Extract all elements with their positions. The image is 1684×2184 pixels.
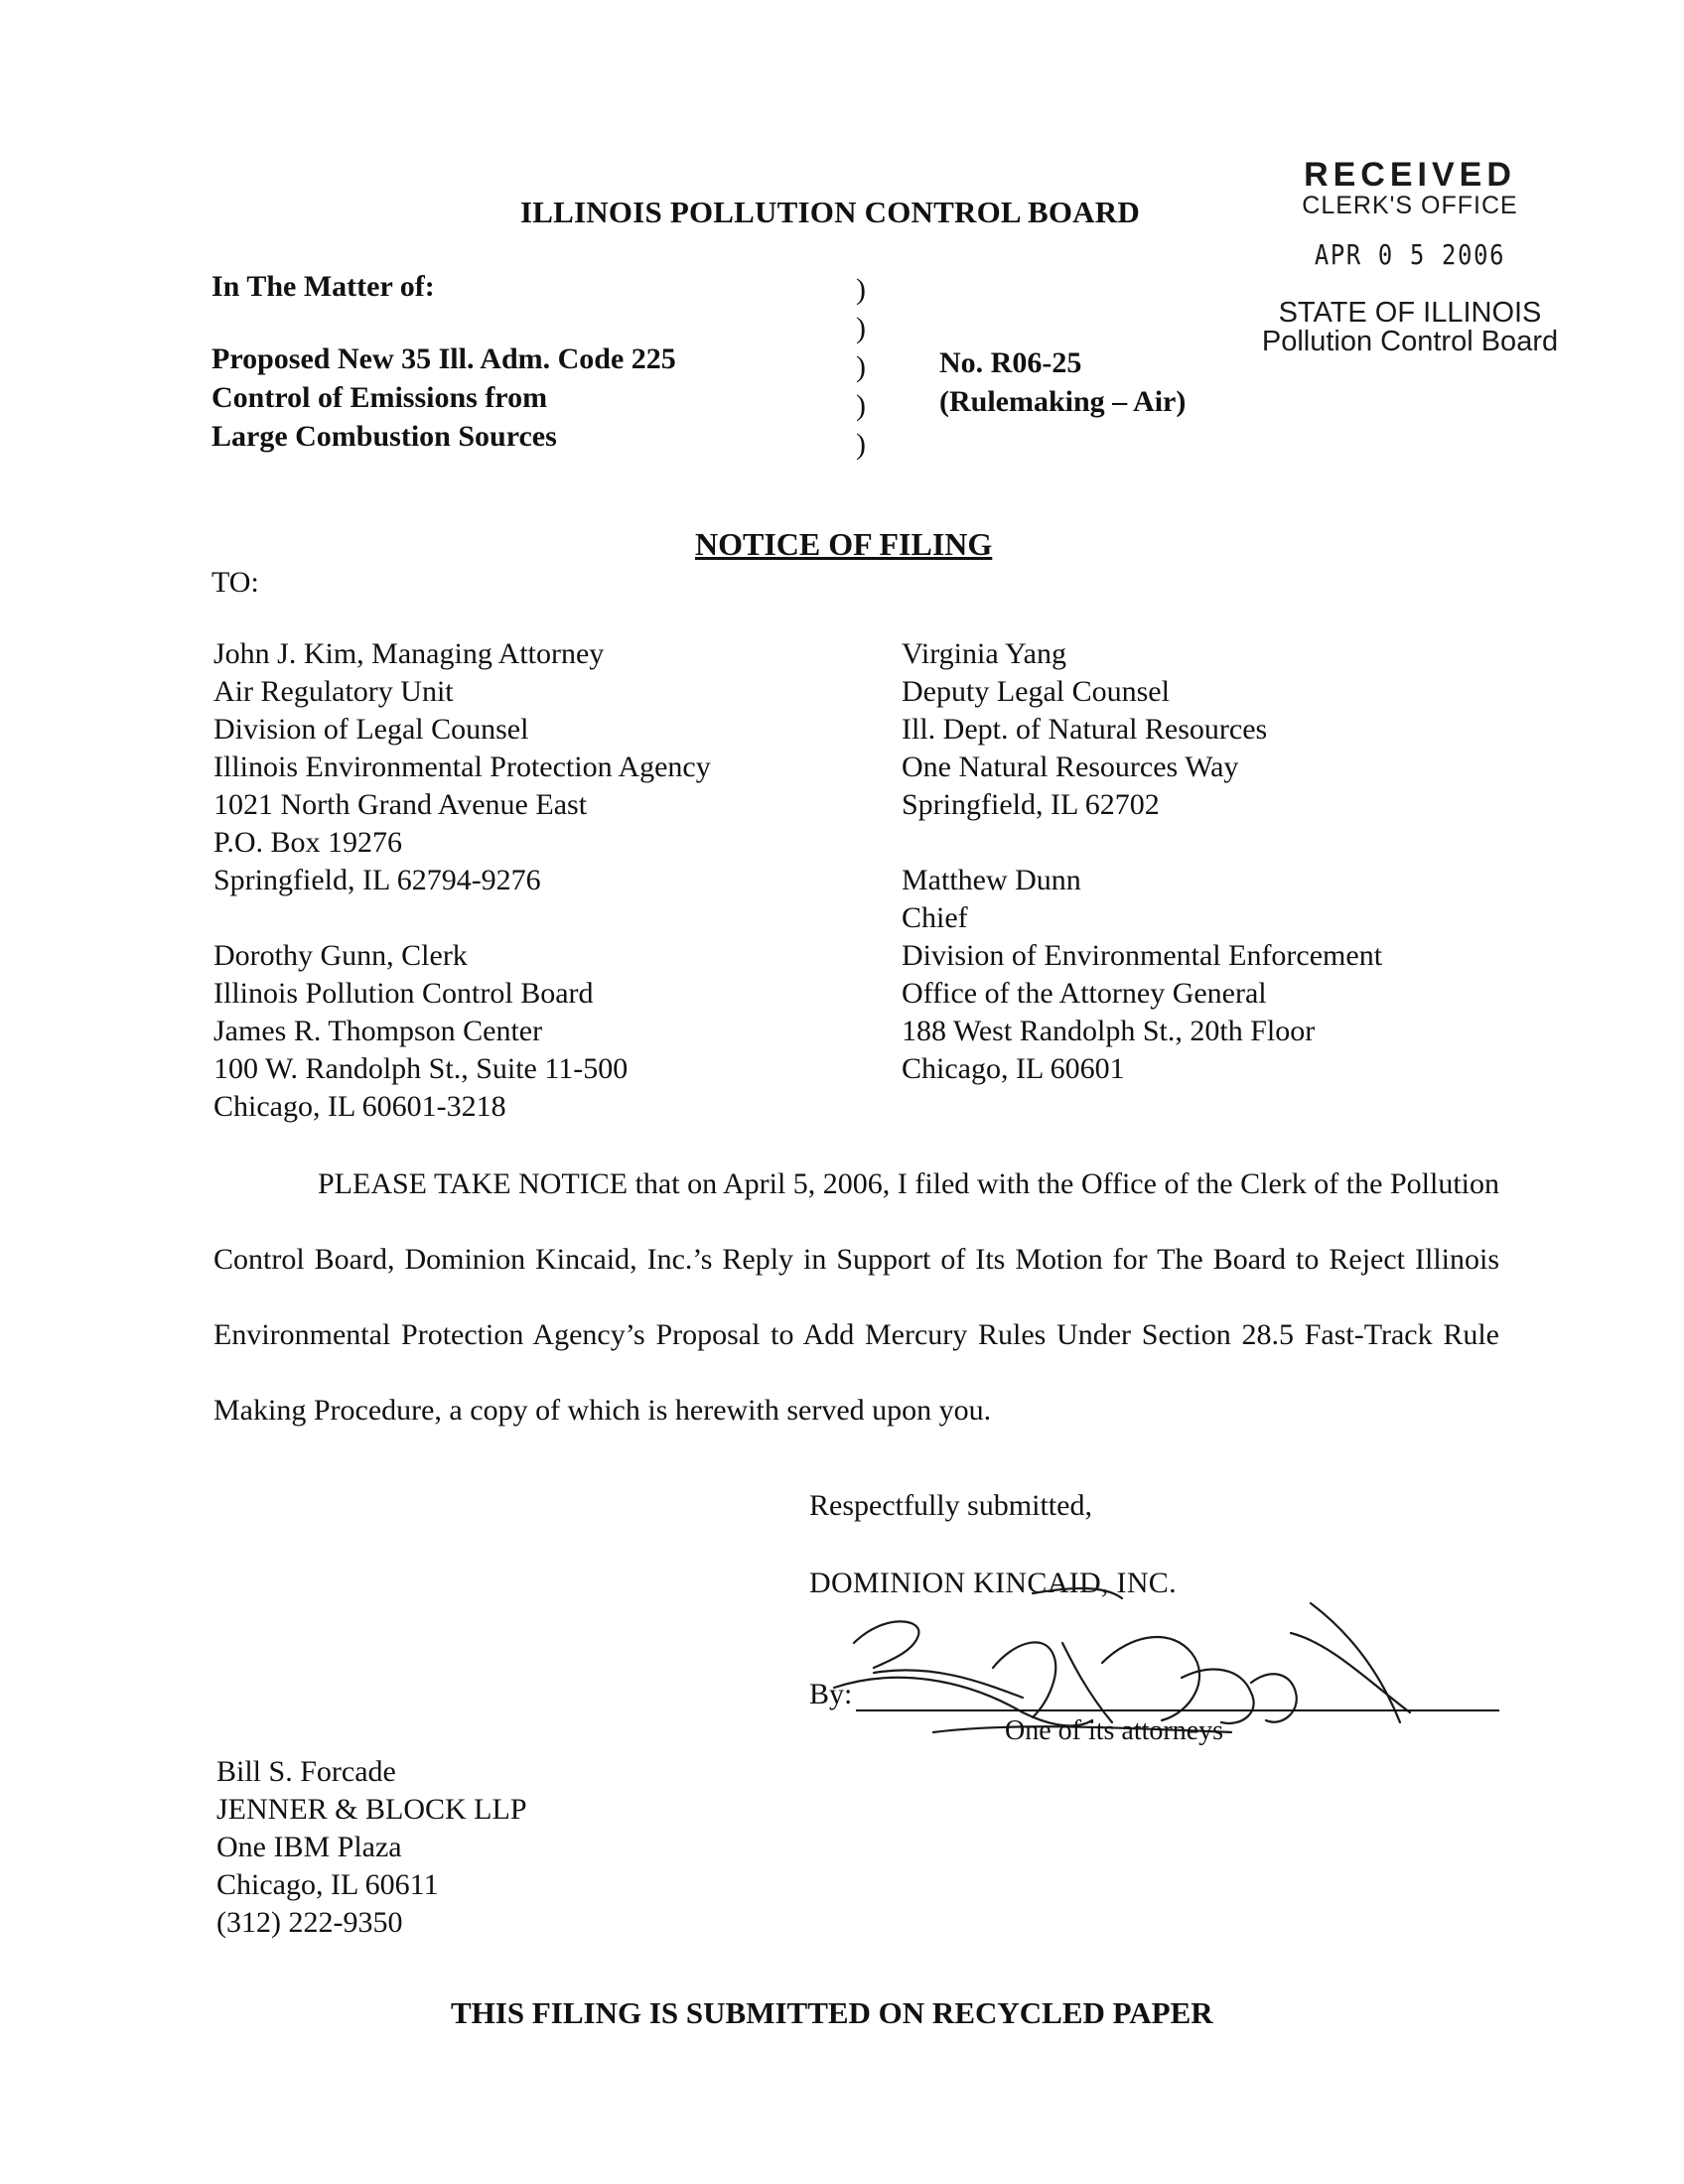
address-line: Chicago, IL 60601-3218 — [213, 1090, 506, 1123]
address-line: Office of the Attorney General — [902, 977, 1267, 1010]
address-line: Virginia Yang — [902, 637, 1066, 670]
recipient-dunn-address — [902, 862, 1382, 1088]
stamp-clerks-office: CLERK'S OFFICE — [1302, 192, 1518, 219]
caption-matter: In The Matter of: — [211, 270, 435, 303]
address-line: John J. Kim, Managing Attorney — [213, 637, 605, 670]
stamp-state: STATE OF ILLINOIS — [1278, 297, 1542, 329]
address-line: James R. Thompson Center — [213, 1015, 543, 1047]
attorney-line: One IBM Plaza — [216, 1831, 402, 1863]
recipient-gunn-address — [213, 937, 628, 1126]
caption-proposal-line: Proposed New 35 Ill. Adm. Code 225 — [211, 342, 676, 375]
address-line: Division of Legal Counsel — [213, 713, 529, 746]
attorney-line: Chicago, IL 60611 — [216, 1868, 439, 1901]
caption-paren: ) — [856, 350, 866, 383]
caption-docket — [939, 343, 1186, 421]
address-line: Matthew Dunn — [902, 864, 1081, 896]
attorney-line: (312) 222-9350 — [216, 1906, 403, 1939]
received-stamp — [1221, 157, 1599, 356]
signing-company: DOMINION KINCAID, INC. — [809, 1567, 1177, 1599]
address-line: Division of Environmental Enforcement — [902, 939, 1383, 972]
by-label: By: — [809, 1678, 853, 1710]
attorney-line: JENNER & BLOCK LLP — [216, 1793, 527, 1826]
to-label: TO: — [211, 566, 259, 599]
address-line: Dorothy Gunn, Clerk — [213, 939, 468, 972]
caption-paren: ) — [856, 389, 866, 422]
address-line: One Natural Resources Way — [902, 751, 1239, 783]
caption-proposal-line: Large Combustion Sources — [211, 420, 557, 453]
address-line: P.O. Box 19276 — [213, 826, 403, 859]
attorney-line: Bill S. Forcade — [216, 1755, 396, 1788]
address-line: 1021 North Grand Avenue East — [213, 788, 588, 821]
stamp-board: Pollution Control Board — [1261, 326, 1559, 357]
attorney-contact — [216, 1753, 527, 1942]
caption-proposal-line: Control of Emissions from — [211, 381, 548, 414]
caption-paren: ) — [856, 273, 866, 306]
address-line: Chicago, IL 60601 — [902, 1052, 1125, 1085]
board-title: ILLINOIS POLLUTION CONTROL BOARD — [520, 195, 1140, 229]
address-line: Air Regulatory Unit — [213, 675, 454, 708]
stamp-received: RECEIVED — [1304, 156, 1516, 194]
address-line: Deputy Legal Counsel — [902, 675, 1170, 708]
caption-proposal — [211, 340, 676, 456]
stamp-date: APR 0 5 2006 — [1314, 238, 1506, 271]
docket-number: No. R06-25 — [939, 346, 1082, 379]
address-line: Ill. Dept. of Natural Resources — [902, 713, 1268, 746]
signature-line — [856, 1709, 1499, 1711]
address-line: Illinois Environmental Protection Agency — [213, 751, 711, 783]
address-line: 188 West Randolph St., 20th Floor — [902, 1015, 1316, 1047]
notice-body — [213, 1147, 1499, 1448]
closing: Respectfully submitted, — [809, 1489, 1092, 1522]
address-line: 100 W. Randolph St., Suite 11-500 — [213, 1052, 629, 1085]
address-line: Springfield, IL 62794-9276 — [213, 864, 541, 896]
notice-heading: NOTICE OF FILING — [695, 526, 993, 562]
notice-body-text: PLEASE TAKE NOTICE that on April 5, 2006, I filed with the Office of the Clerk of the Pollution Control Board, Dominion Kincaid, Inc.’s Reply in Support of Its Motion for The Board to Reject Illinois Environmental Protection Agency’s Proposal to Add Mercury Rules Under Section 28.5 Fast-Track Rule Making Procedure, a copy of which is herewith served upon you. — [213, 1167, 1499, 1427]
recipient-kim-address — [213, 635, 711, 899]
recycled-paper-notice: THIS FILING IS SUBMITTED ON RECYCLED PAPER — [451, 1995, 1213, 2030]
attorneys-caption: One of its attorneys — [1005, 1715, 1224, 1746]
recipient-yang-address — [902, 635, 1267, 824]
address-line: Springfield, IL 62702 — [902, 788, 1160, 821]
caption-paren: ) — [856, 428, 866, 461]
caption-parens — [856, 270, 866, 464]
address-line: Illinois Pollution Control Board — [213, 977, 594, 1010]
docket-type: (Rulemaking – Air) — [939, 385, 1187, 418]
address-line: Chief — [902, 901, 968, 934]
caption-paren: ) — [856, 312, 866, 344]
